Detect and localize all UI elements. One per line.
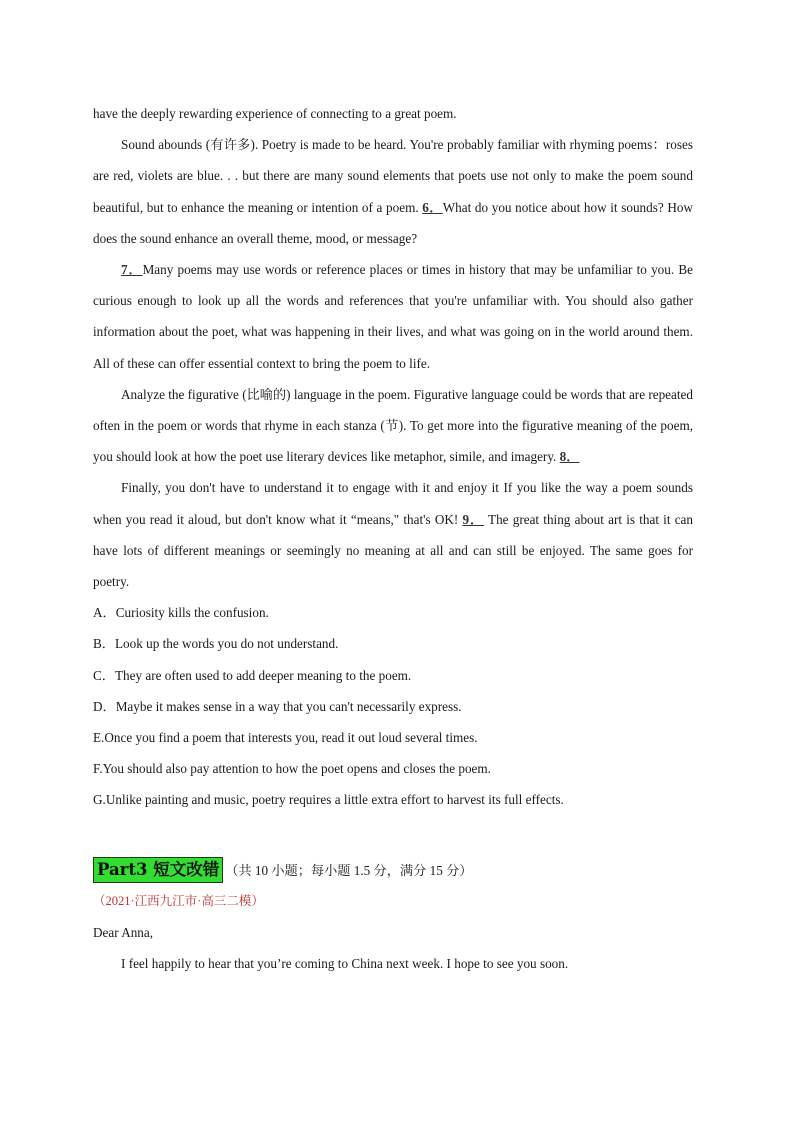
paragraph-text: Sound abounds (有许多). Poetry is made to be heard. You're probably familiar with rhyming poems：roses are red, violets are blue. . . but there are many sound elements that poets use not only to make the poem sound beautiful, but to enhance the meaning or intention of a poem. [93,137,693,215]
letter-line-1: I feel happily to hear that you’re coming to China next week. I hope to see you soon. [121,956,569,972]
passage-paragraph-4 [93,472,693,597]
passage-paragraph-0 [93,98,693,129]
paragraph-text: Finally, you don't have to understand it to engage with it and enjoy it If you like the way a poem sounds when you read it aloud, but don't know what it “means," that's OK! [93,480,693,527]
blank-7[interactable]: 7． [121,262,143,278]
option-c: C．They are often used to add deeper meaning to the poem. [93,667,412,683]
passage-paragraph-1 [93,129,693,254]
blank-6[interactable]: 6． [422,199,443,215]
letter-greeting: Dear Anna, [93,924,154,940]
options-list [93,597,693,815]
document-page [93,98,693,979]
paragraph-text: Many poems may use words or reference places or times in history that may be unfamiliar to you. Be curious enough to look up all the words and references that you're unfamiliar with. You should also gather information about the poet, what was happening in their lives, and what was going on in the world around them. All of these can offer essential context to bring the poem to life. [93,262,693,371]
option-g: G.Unlike painting and music, poetry requires a little extra effort to harvest its full effects. [93,792,564,808]
part3-heading [93,855,693,886]
option-d: D．Maybe it makes sense in a way that you can't necessarily express. [93,698,462,714]
blank-8[interactable]: 8． [559,449,580,465]
paragraph-text: have the deeply rewarding experience of connecting to a great poem. [93,106,457,121]
blank-9[interactable]: 9． [462,511,485,527]
exam-source: （2021·江西九江市·高三二模） [93,893,264,908]
part3-description: （共 10 小题；每小题 1.5 分，满分 15 分） [225,862,473,878]
passage-paragraph-3 [93,379,693,473]
paragraph-text: The great thing about art is that it can have lots of different meanings or seemingly no meaning at all and can still be enjoyed. The same goes for poetry. [93,511,694,590]
option-e: E.Once you find a poem that interests you, read it out loud several times. [93,730,478,746]
option-a: A．Curiosity kills the confusion. [93,605,269,621]
passage-paragraph-2 [93,254,693,379]
option-b: B．Look up the words you do not understand. [93,636,339,652]
paragraph-text: Analyze the figurative (比喻的) language in the poem. Figurative language could be words that are repeated often in the poem or words that rhyme in each stanza (节). To get more into the figurative meaning of the poem, you should look at how the poet use literary devices like metaphor, simile, and imagery. [93,386,693,465]
part3-badge: Part3 短文改错 [93,857,223,883]
option-f: F.You should also pay attention to how the poet opens and closes the poem. [93,761,491,777]
paragraph-text: What do you notice about how it sounds? How does the sound enhance an overall theme, mood, or message? [93,199,693,246]
